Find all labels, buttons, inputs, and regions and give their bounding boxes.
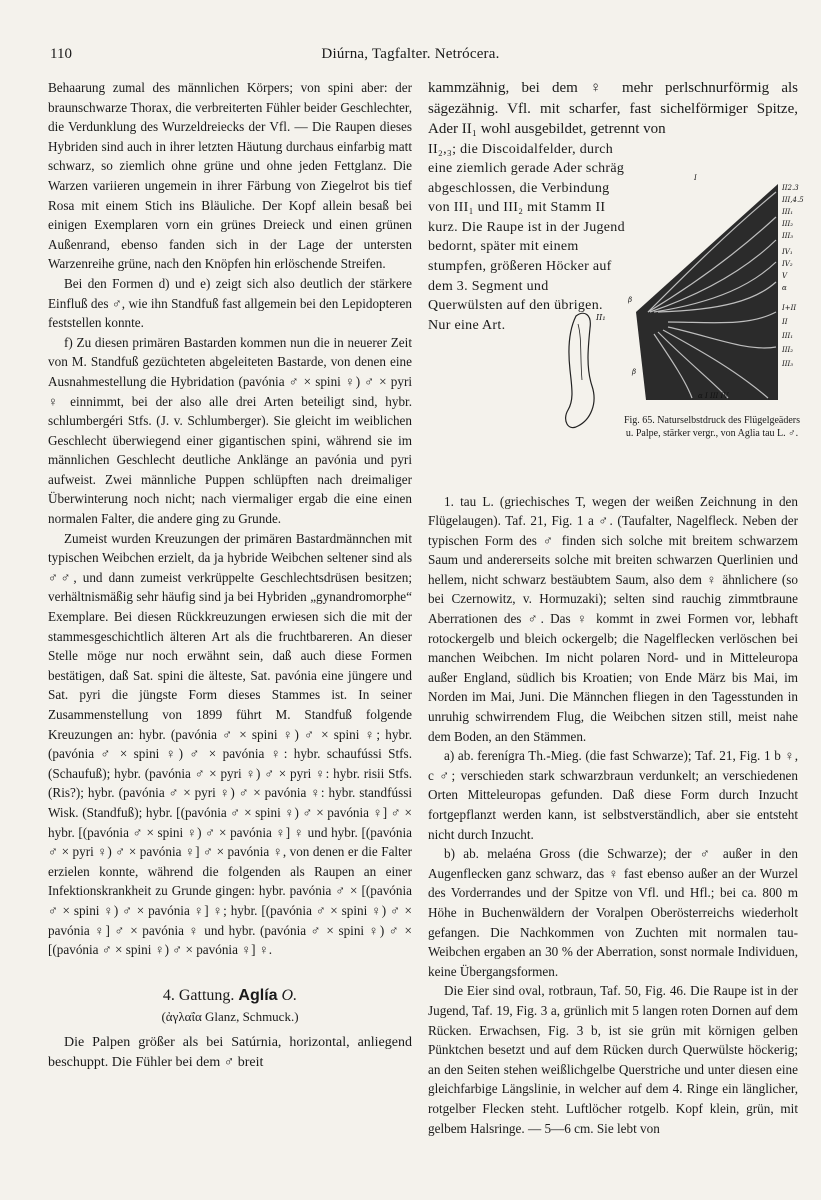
wrapped-paragraph: II₂,₃; die Discoidalfelder, durch eine ziemlich gerade Ader schräg abgeschlossen, die Verbindung von III₁ und III₂ mit Stamm II kurz. Die Raupe ist in der Jugend bedornt, später mit einem stumpfen, größeren Höcker auf dem 3. Segment und Querwülsten auf den übrigen. Nur eine Art.	[428, 141, 625, 333]
figure-label: II₁	[596, 312, 606, 322]
figure-label: II	[782, 317, 788, 326]
aberration-ferenigra: a) ab. ferenígra Th.-Mieg. (die fast Schwarze); Taf. 21, Fig. 1 b ♀, c ♂; verschieden stark schwarzbraun verdunkelt; an verschiedenen Orten Mitteleuropas gefunden. Daß diese Form durch Inzucht fortgepflanzt werden kann, ist selbstverständlich, aber sie entsteht nicht durch Inzucht.	[428, 748, 798, 842]
genus-number: 4. Gattung.	[162, 986, 235, 1004]
eggs-larva-paragraph: Die Eier sind oval, rotbraun, Taf. 50, Fig. 46. Die Raupe ist in der Jugend, Taf. 19, Fig. 3 a, grünlich mit 5 langen roten Dornen auf dem Rücken. Erwachsen, Fig. 3 b, ist sie grün mit körnigen gelben Pünktchen besetzt und auf dem Rücken durch Querwülste höckerig; an den Seiten stehen weißlichgelbe Querstriche und unter diesen eine gleichfarbige Längslinie, in welcher auf dem 4. Ringe ein länglicher, rotgelber Flecken steht. Luftlöcher rotgelb. Kopf klein, grün, mit gelbem Halsringe. — 5—6 cm. Sie lebt von	[428, 983, 798, 1136]
figure-label: α	[782, 283, 787, 292]
figure-65	[623, 162, 804, 502]
figure-label: I+II	[782, 303, 797, 312]
figure-label: V	[782, 271, 788, 280]
species-tau: 1. tau L. (griechisches T, wegen der weißen Zeichnung in den Flügelaugen). Taf. 21, Fig. 1 a ♂. (Taufalter, Nagelfleck. Neben der typischen Form des ♂ finden sich solche mit breitem schwarzem Saum und andererseits solche mit breiten schwarzen Querlinien und hellem, nicht schwarz bestäubtem Saum, also dem ♀ ähnlichere (so bei Czernowitz, v. Hormuzaki); selten sind rauchig zimmtbraune Aberrationen des ♂. Das ♀ kommt in zwei Formen vor, lebhaft rotockergelb und bleich ockergelb; die Nagelflecken verlöschen bei manchen Weibchen. Im nicht polaren Nord- und in Mitteleuropa außer England, südlich bis Kroatien; von Ende März bis Mai, im Norden im Mai, Juni. Die Männchen fliegen in den Tagesstunden in unruhig schwirrendem Flug, die Weibchen sitzen still, meist nahe dem Boden, an den Stämmen.	[428, 493, 798, 744]
figure-label: III,4.5	[782, 195, 804, 204]
wing-venation-photo	[628, 162, 804, 402]
figure-label: III₂	[782, 345, 794, 354]
figure-label: III₁	[782, 331, 794, 340]
figure-label: IV₁	[782, 247, 793, 256]
figure-label: β	[632, 367, 637, 376]
figure-label: IV₂	[782, 259, 793, 268]
figure-label: II2.3	[782, 183, 799, 192]
genus-description: Die Palpen größer als bei Satúrnia, horizontal, anliegend beschuppt. Die Fühler bei dem ♂ breit	[48, 1034, 412, 1070]
genus-etymology: (ἀγλαΐα Glanz, Schmuck.)	[161, 1009, 299, 1025]
figure-label: α I III IV	[698, 391, 729, 400]
aberration-melaena: b) ab. melaéna Gross (die Schwarze); der ♂ außer in den Augenflecken ganz schwarz, das ♀ fast ebenso außer an der Wurzel des Vorderrandes und der Spitze von Vfl. und Hfl.; bei ca. 800 m Höhe in Buchenwäldern der Voralpen Oberösterreichs wiederholt gefangen. Die Nachkommen von Zuchten mit normalen tau-Weibchen ergaben an 30 % der Aberration, sonst normale Individuen, keine Übergangsformen.	[428, 846, 798, 979]
page-header	[0, 46, 821, 68]
figure-label: III₃	[782, 359, 794, 368]
palp-sketch	[556, 308, 606, 438]
genus-name: Aglía	[238, 986, 278, 1004]
left-column	[48, 78, 412, 1073]
right-column	[428, 78, 804, 1138]
paragraph: kammzähnig, bei dem ♀ mehr perlschnurförmig als sägezähnig. Vfl. mit scharfer, fast sichelförmiger Spitze, Ader II₁ wohl ausgebildet, getrennt von	[428, 80, 798, 137]
page-number: 110	[50, 46, 72, 62]
figure-wrap-area	[428, 140, 804, 492]
figure-label: I	[694, 173, 697, 182]
figure-label: III₂	[782, 219, 794, 228]
paragraph: f) Zu diesen primären Bastarden kommen nun die in neuerer Zeit von M. Standfuß gezüchteten abgeleiteten Bastarde, von denen eine Ausnahmestellung die Hybridation (pavónia ♂ × spini ♀) ♂ × pyri ♀ einnimmt, bei der also alle drei Arten beteiligt sind, hybr. schlumbergéri Stfs. (J. v. Schlumberger). Sie gleicht im weiblichen Geschlecht überwiegend einer gigantischen spini, während sie im männlichen Geschlecht deutliche Anklänge an pavónia und pyri aufweist. Zwei männliche Puppen schlüpften nach dreimaliger Überwinterung noch nicht; nach viermaliger ergab die eine einen normalen Falter, die andere ging zu Grunde.	[48, 334, 412, 527]
paragraph: Bei den Formen d) und e) zeigt sich also deutlich der stärkere Einfluß des ♂, wie ihn Standfuß fast allgemein bei den Lepidopteren feststellen konnte.	[48, 275, 412, 331]
figure-label: III₃	[782, 231, 794, 240]
figure-caption: Fig. 65. Naturselbstdruck des Flügelgeäders u. Palpe, stärker vergr., von Aglia tau L. ♂.	[623, 414, 801, 439]
figure-label: β	[628, 295, 633, 304]
genus-author: O.	[281, 986, 298, 1004]
paragraph: Zumeist wurden Kreuzungen der primären Bastardmännchen mit typischen Weibchen erzielt, da ja hybride Weibchen seltener sind als ♂♂, und dann zumeist verkrüppelte Geschlechtsdrüsen besitzen; verhältnismäßig sehr häufig sind ja bei Hybriden „gynandromorphe“ Exemplare. Bei diesen Rückkreuzungen erwiesen sich die mit der stammesgeschichtlich älteren Art als die fruchtbareren. An dieser Stelle möge nur noch erwähnt sein, daß auch diese Formen bestätigen, daß Sat. spini die älteste, Sat. pavónia eine jüngere und Sat. pyri die jüngste Form dieses Stammes ist. In seiner Zusammenstellung von 1899 führt M. Standfuß folgende Kreuzungen an: hybr. (pavónia ♂ × spini ♀) ♂ × spini ♀; hybr. (pavónia ♂ × spini ♀) ♂ × pavónia ♀: hybr. schaufússi Stfs. (Schaufuß); hybr. (pavónia ♂ × pyri ♀) ♂ × pyri ♀: hybr. risii Stfs. (Ris?); hybr. (pavónia ♂ × pyri ♀) ♂ × pavónia ♀: hybr. standfússi Wisk. (Standfuß); hybr. [(pavónia ♂ × spini ♀) ♂ × pavónia ♀] ♂ × hybr. [(pavónia ♂ × spini ♀) ♂ × pavónia ♀] ♀ und hybr. [(pavónia ♂ × pyri ♀) ♂ × pavónia ♀] ♂ × pavónia ♀, von denen er die Falter erzielen konnte, während die folgenden als Raupen an einer Infektionskrankheit zu Grunde gingen: hybr. pavónia ♂ × [(pavónia ♂ × spini ♀) ♂ × pavónia ♀] ♀; hybr. [(pavónia ♂ × spini ♀) ♂ × pavónia ♀] ♂ × pavónia ♀ und hybr. (pavónia ♂ × spini ♀) ♂ × [(pavónia ♂ × spini ♀) ♂ × pavónia ♀] ♀.	[48, 530, 412, 958]
figure-label: III₁	[782, 207, 794, 216]
genus-heading	[48, 986, 412, 1006]
running-title: Diúrna, Tagfalter. Netrócera.	[321, 46, 500, 62]
paragraph: Behaarung zumal des männlichen Körpers; von spini aber: der braunschwarze Thorax, die verbreiterten Fühler beider Geschlechter, die Verdunklung des Wurzeldreiecks der Vfl. — Die Raupen dieses Hybriden sind auch in ihrer letzten Häutung durchaus einfarbig matt schwarz, so ziemlich ohne grüne und ohne jeden Fettglanz. Die Warzen variieren ungemein in ihrer Färbung von Ziegelrot bis tief Rosa mit einem Stich ins Bläuliche. Der Kopf allein besaß bei einigen Exemplaren vorn ein grünes Dreieck und einen grünen Außenrand, ebenso fanden sich in der Lage der untersten Warzenreihe grüne, nach den Knöpfen hin erlöschende Streifen.	[48, 80, 412, 272]
